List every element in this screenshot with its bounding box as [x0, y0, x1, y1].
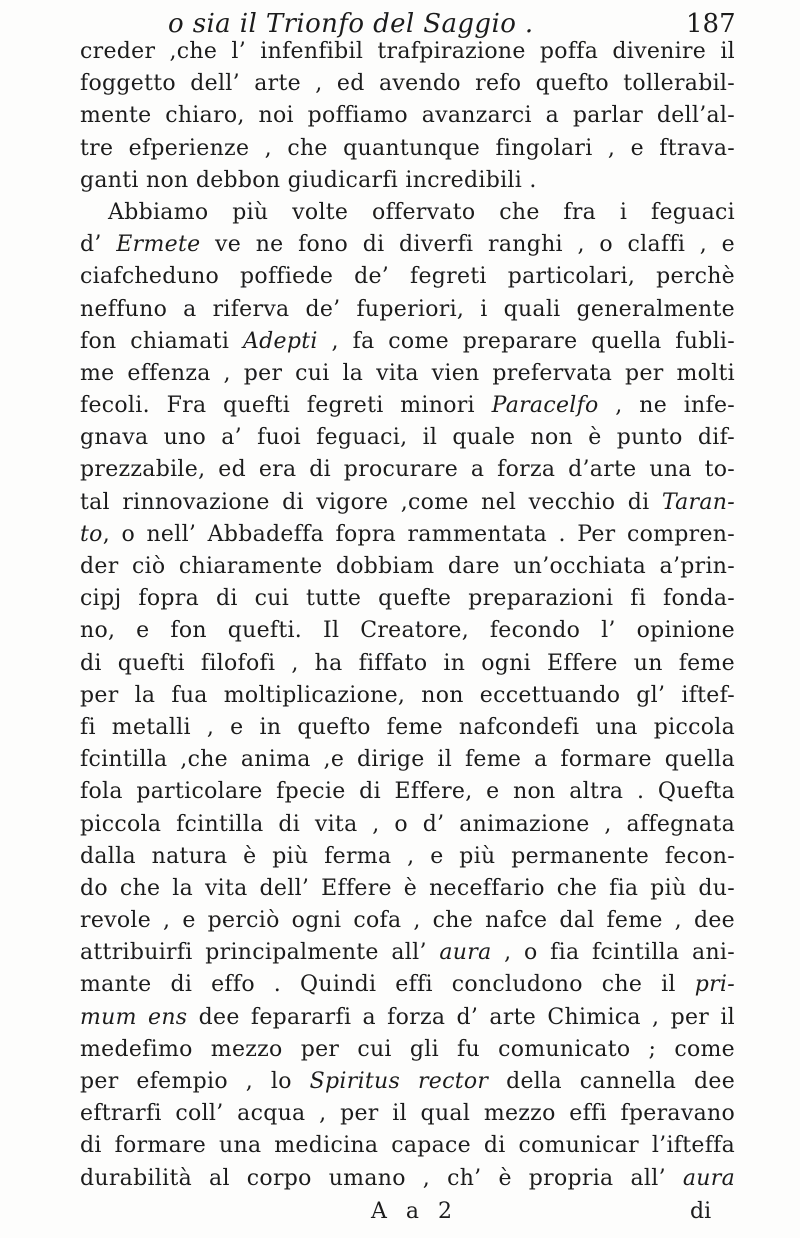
text-line: fcintilla ,che anima ,e dirige il feme a formare quella [80, 747, 735, 773]
text-line: durabilità al corpo umano , ch’ è propria all’ aura [80, 1165, 735, 1191]
text-line: mum ens dee fepararfi a forza d’ arte Chimica , per il [80, 1004, 735, 1030]
text-line: eftrarfi coll’ acqua , per il qual mezzo effi fperavano [80, 1101, 735, 1127]
text-line: ciafcheduno poffiede de’ fegreti particolari, perchè [80, 264, 735, 290]
text-line: Abbiamo più volte offervato che fra i feguaci [108, 199, 735, 225]
text-line: gnava uno a’ fuoi feguaci, il quale non è punto dif- [80, 425, 735, 451]
text-line: no, e fon quefti. Il Creatore, fecondo l’ opinione [80, 618, 735, 644]
text-line: dalla natura è più ferma , e più permanente fecon- [80, 843, 735, 869]
text-line: tre efperienze , che quantunque fingolari , e ftrava- [80, 135, 735, 161]
running-title: o sia il Trionfo del Saggio . [168, 9, 534, 39]
text-line: to, o nell’ Abbadeffa fopra rammentata . Per compren- [80, 521, 735, 547]
text-line: attribuirfi principalmente all’ aura , o fia fcintilla ani- [80, 940, 735, 966]
text-line: fola particolare fpecie di Effere, e non altra . Quefta [80, 779, 735, 805]
text-line: di formare una medicina capace di comunicar l’ifteffa [80, 1133, 735, 1159]
text-line: do che la vita dell’ Effere è neceffario che fia più du- [80, 875, 735, 901]
text-line: piccola fcintilla di vita , o d’ animazione , affegnata [80, 811, 735, 837]
text-line: cipj fopra di cui tutte quefte preparazioni fi fonda- [80, 586, 735, 612]
text-line: per la fua moltiplicazione, non eccettuando gl’ iftef- [80, 682, 735, 708]
text-line: me effenza , per cui la vita vien prefervata per molti [80, 360, 735, 386]
text-line: d’ Ermete ve ne fono di diverfi ranghi , o claffi , e [80, 232, 735, 258]
catchword: di [690, 1199, 712, 1224]
text-line: revole , e perciò ogni cofa , che nafce dal feme , dee [80, 908, 735, 934]
text-line: tal rinnovazione di vigore ,come nel vecchio di Taran- [80, 489, 735, 515]
page-footer [0, 1195, 800, 1229]
text-line: mante di effo . Quindi effi concludono che il pri- [80, 972, 735, 998]
text-line: neffuno a riferva de’ fuperiori, i quali generalmente [80, 296, 735, 322]
text-line: di quefti filofofi , ha fiffato in ogni Effere un feme [80, 650, 735, 676]
text-line: foggetto dell’ arte , ed avendo refo quefto tollerabil- [80, 71, 735, 97]
text-line: der ciò chiaramente dobbiam dare un’occhiata a’prin- [80, 554, 735, 579]
signature-mark: A a 2 [371, 1199, 458, 1224]
text-line: fon chiamati Adepti , fa come preparare quella fubli- [80, 328, 735, 354]
text-line: fi metalli , e in quefto feme nafcondefi una piccola [80, 714, 735, 740]
body-text [80, 36, 735, 1195]
text-line: mente chiaro, noi poffiamo avanzarci a parlar dell’al- [80, 103, 735, 129]
page-number: 187 [686, 9, 736, 39]
text-line: fecoli. Fra quefti fegreti minori Paracelfo , ne infe- [80, 393, 736, 419]
text-line: ganti non debbon giudicarfi incredibili . [80, 167, 537, 193]
text-line: medefimo mezzo per cui gli fu comunicato ; come [80, 1036, 735, 1062]
text-line: prezzabile, ed era di procurare a forza d’arte una to- [80, 457, 735, 483]
text-line: per efempio , lo Spiritus rector della cannella dee [80, 1069, 736, 1094]
text-line: creder ,che l’ infenfibil trafpirazione poffa divenire il [80, 39, 735, 64]
